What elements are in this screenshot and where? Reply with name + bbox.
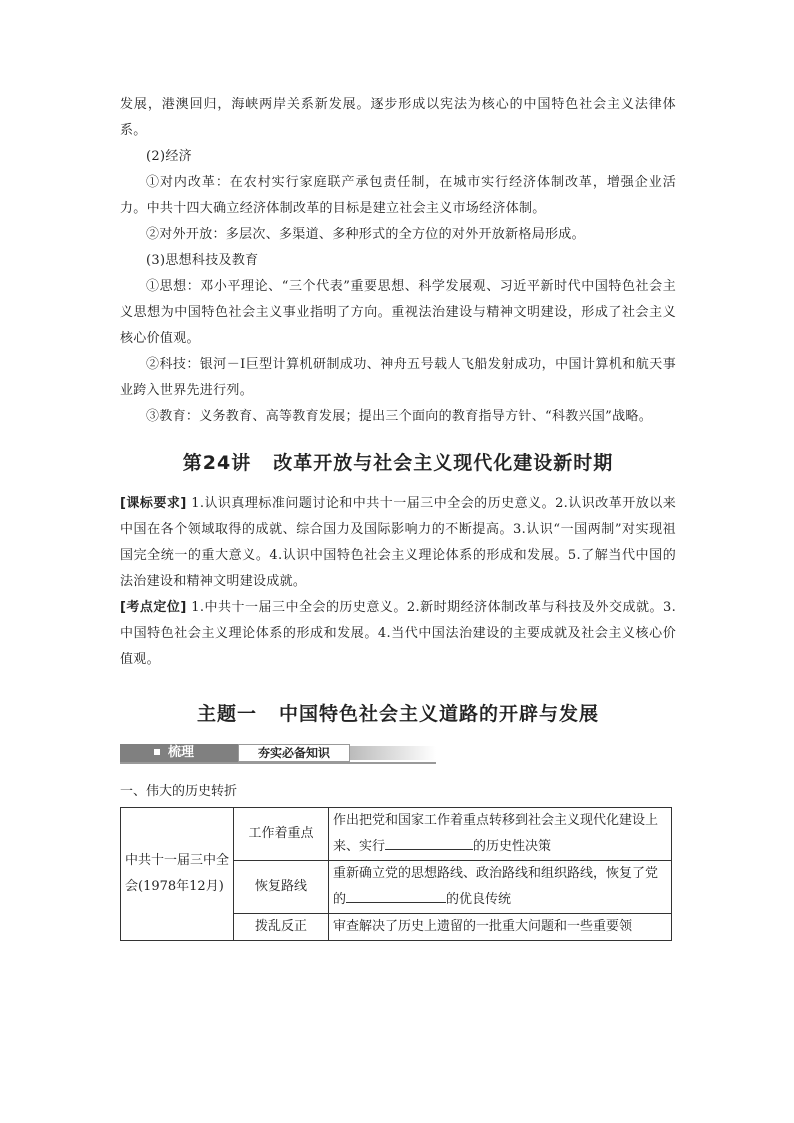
event-cell: 中共十一届三中全会(1978年12月) xyxy=(121,808,234,941)
requirements-text: 1.认识真理标准问题讨论和中共十一届三中全会的历史意义。2.认识改革开放以来中国在各个领域取得的成就、综合国力及国际影响力的不断提高。3.认识“一国两制”对实现祖国完全统一的重大意义。4.认识中国特色社会主义理论体系的形成和发展。5.了解当代中国的法治建设和精神文明建设成就。 xyxy=(120,496,676,589)
banner-sublabel: 夯实必备知识 xyxy=(238,744,350,762)
curriculum-requirements xyxy=(120,491,676,595)
banner-label: 梳理 xyxy=(168,745,195,760)
theme-name: 中国特色社会主义道路的开辟与发展 xyxy=(279,703,600,725)
focus-text: 1.中共十一届三中全会的历史意义。2.新时期经济体制改革与科技及外交成就。3.中国特色社会主义理论体系的形成和发展。4.当代中国法治建设的主要成就及社会主义核心价值观。 xyxy=(120,600,676,667)
lecture-name: 改革开放与社会主义现代化建设新时期 xyxy=(273,452,614,474)
content-cell: 重新确立党的思想路线、政治路线和组织路线，恢复了党的 的优良传统 xyxy=(329,861,672,914)
paragraph-legal-system: 发展，港澳回归，海峡两岸关系新发展。逐步形成以宪法为核心的中国特色社会主义法律体系。 xyxy=(120,97,676,138)
lecture-title xyxy=(120,448,676,475)
theme-title xyxy=(120,699,676,726)
section-banner xyxy=(120,742,676,764)
paragraph-thought: ①思想：邓小平理论、“三个代表”重要思想、科学发展观、习近平新时代中国特色社会主义思想为中国特色社会主义事业指明了方向。重视法治建设与精神文明建设，形成了社会主义核心价值观。 xyxy=(120,279,676,346)
paragraph-technology: ②科技：银河－Ⅰ巨型计算机研制成功、神舟五号载人飞船发射成功，中国计算机和航天事业跨入世界先进行列。 xyxy=(120,357,676,398)
item-cell: 恢复路线 xyxy=(234,861,329,914)
item-cell: 拨乱反正 xyxy=(234,914,329,941)
banner-fade xyxy=(350,746,436,760)
banner-underline xyxy=(120,762,436,764)
fill-blank[interactable] xyxy=(385,835,473,850)
heading-thought-science-education: (3)思想科技及教育 xyxy=(146,253,259,268)
heading-economy: (2)经济 xyxy=(146,149,192,164)
knowledge-table xyxy=(120,807,672,941)
paragraph-domestic-reform: ①对内改革：在农村实行家庭联产承包责任制，在城市实行经济体制改革，增强企业活力。中共十四大确立经济体制改革的目标是建立社会主义市场经济体制。 xyxy=(120,175,676,216)
item-cell: 工作着重点 xyxy=(234,808,329,861)
document-page xyxy=(120,92,676,941)
focus-tag: [考点定位] xyxy=(120,600,187,615)
exam-focus xyxy=(120,595,676,673)
content-cell: 作出把党和国家工作着重点转移到社会主义现代化建设上来、实行 的历史性决策 xyxy=(329,808,672,861)
requirements-tag: [课标要求] xyxy=(120,496,187,511)
square-bullet-icon xyxy=(154,749,160,755)
fill-blank[interactable] xyxy=(346,888,446,903)
paragraph-education: ③教育：义务教育、高等教育发展；提出三个面向的教育指导方针、“科教兴国”战略。 xyxy=(146,409,652,424)
table-row xyxy=(121,808,672,861)
content-cell: 审查解决了历史上遗留的一批重大问题和一些重要领 xyxy=(329,914,672,941)
banner-label-box xyxy=(120,744,238,762)
paragraph-opening-up: ②对外开放：多层次、多渠道、多种形式的全方位的对外开放新格局形成。 xyxy=(146,227,585,242)
section-heading: 一、伟大的历史转折 xyxy=(120,784,238,799)
lecture-number: 第24讲 xyxy=(182,452,252,474)
theme-number: 主题一 xyxy=(196,703,257,725)
